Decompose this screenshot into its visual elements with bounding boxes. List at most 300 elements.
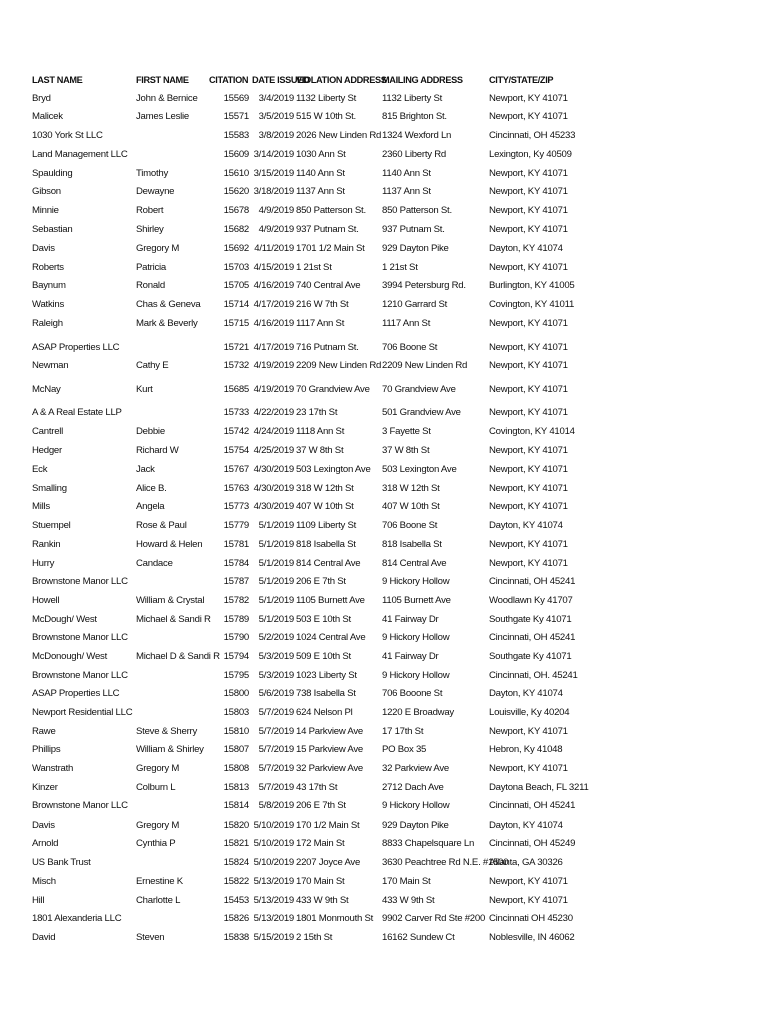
cell-violation-address: 937 Putnam St. (296, 224, 359, 235)
cell-mailing-address: 3 Fayette St (382, 426, 431, 437)
cell-last-name: Minnie (32, 205, 59, 216)
cell-date-issued: 4/30/2019 (253, 464, 294, 475)
cell-date-issued: 4/16/2019 (253, 318, 294, 329)
table-row (0, 128, 770, 144)
cell-mailing-address: 706 Booone St (382, 688, 443, 699)
cell-date-issued: 4/16/2019 (253, 280, 294, 291)
cell-last-name: Kinzer (32, 782, 58, 793)
cell-first-name: Shirley (136, 224, 164, 235)
cell-first-name: Cynthia P (136, 838, 176, 849)
table-row (0, 818, 770, 834)
table-row (0, 462, 770, 478)
cell-date-issued: 4/24/2019 (253, 426, 294, 437)
cell-citation: 15790 (223, 632, 249, 643)
cell-violation-address: 407 W 10th St (296, 501, 354, 512)
cell-city-state-zip: Newport, KY 41071 (489, 224, 568, 235)
cell-mailing-address: 501 Grandview Ave (382, 407, 461, 418)
cell-violation-address: 15 Parkview Ave (296, 744, 363, 755)
cell-mailing-address: 2712 Dach Ave (382, 782, 444, 793)
cell-date-issued: 5/7/2019 (258, 763, 294, 774)
table-row (0, 316, 770, 332)
cell-citation: 15826 (223, 913, 249, 924)
cell-violation-address: 1024 Central Ave (296, 632, 366, 643)
cell-city-state-zip: Dayton, KY 41074 (489, 688, 563, 699)
cell-citation: 15705 (223, 280, 249, 291)
cell-last-name: Mills (32, 501, 50, 512)
cell-first-name: John & Bernice (136, 93, 198, 104)
cell-first-name: Candace (136, 558, 173, 569)
cell-date-issued: 5/3/2019 (258, 670, 294, 681)
cell-date-issued: 5/7/2019 (258, 707, 294, 718)
cell-first-name: Richard W (136, 445, 179, 456)
table-row (0, 481, 770, 497)
cell-date-issued: 5/10/2019 (253, 838, 294, 849)
cell-last-name: A & A Real Estate LLP (32, 407, 122, 418)
cell-violation-address: 1117 Ann St (296, 318, 345, 329)
cell-citation: 15784 (223, 558, 249, 569)
cell-citation: 15682 (223, 224, 249, 235)
table-row (0, 91, 770, 107)
cell-mailing-address: 706 Boone St (382, 342, 438, 353)
cell-last-name: Hedger (32, 445, 62, 456)
cell-date-issued: 3/5/2019 (258, 111, 294, 122)
cell-violation-address: 1137 Ann St (296, 186, 345, 197)
cell-date-issued: 5/15/2019 (253, 932, 294, 943)
table-row (0, 260, 770, 276)
cell-violation-address: 37 W 8th St (296, 445, 344, 456)
cell-violation-address: 1701 1/2 Main St (296, 243, 365, 254)
cell-city-state-zip: Newport, KY 41071 (489, 111, 568, 122)
cell-citation: 15782 (223, 595, 249, 606)
cell-first-name: Gregory M (136, 243, 180, 254)
cell-first-name: Timothy (136, 168, 169, 179)
header-first-name: FIRST NAME (136, 75, 189, 85)
cell-citation: 15824 (223, 857, 249, 868)
cell-city-state-zip: Daytona Beach, FL 3211 (489, 782, 589, 793)
cell-date-issued: 5/6/2019 (258, 688, 294, 699)
cell-date-issued: 5/8/2019 (258, 800, 294, 811)
cell-city-state-zip: Cincinnati, OH 45241 (489, 632, 576, 643)
table-row (0, 556, 770, 572)
cell-last-name: Cantrell (32, 426, 64, 437)
table-row (0, 340, 770, 356)
cell-citation: 15813 (223, 782, 249, 793)
cell-city-state-zip: Woodlawn Ky 41707 (489, 595, 573, 606)
table-row (0, 724, 770, 740)
table-row (0, 499, 770, 515)
cell-violation-address: 216 W 7th St (296, 299, 349, 310)
table-row (0, 893, 770, 909)
cell-city-state-zip: Newport, KY 41071 (489, 501, 568, 512)
cell-violation-address: 716 Putnam St. (296, 342, 359, 353)
cell-city-state-zip: Covington, KY 41014 (489, 426, 575, 437)
cell-violation-address: 738 Isabella St (296, 688, 356, 699)
table-row (0, 930, 770, 946)
cell-last-name: Brownstone Manor LLC (32, 800, 128, 811)
cell-citation: 15814 (223, 800, 249, 811)
cell-date-issued: 5/1/2019 (258, 558, 294, 569)
cell-violation-address: 503 Lexington Ave (296, 464, 371, 475)
cell-mailing-address: 929 Dayton Pike (382, 243, 449, 254)
cell-last-name: Rawe (32, 726, 56, 737)
cell-citation: 15610 (223, 168, 249, 179)
table-row (0, 911, 770, 927)
cell-city-state-zip: Lexington, Ky 40509 (489, 149, 572, 160)
table-row (0, 184, 770, 200)
header-citation: CITATION (209, 75, 249, 85)
cell-violation-address: 624 Nelson Pl (296, 707, 353, 718)
cell-citation: 15800 (223, 688, 249, 699)
cell-violation-address: 1140 Ann St (296, 168, 345, 179)
cell-city-state-zip: Atlanta, GA 30326 (489, 857, 563, 868)
header-row (0, 72, 770, 88)
cell-mailing-address: 503 Lexington Ave (382, 464, 457, 475)
cell-first-name: Ernestine K (136, 876, 183, 887)
cell-last-name: Rankin (32, 539, 61, 550)
table-row (0, 109, 770, 125)
table-row (0, 358, 770, 374)
cell-citation: 15685 (223, 384, 249, 395)
cell-violation-address: 2026 New Linden Rd (296, 130, 382, 141)
cell-first-name: Robert (136, 205, 164, 216)
cell-date-issued: 4/25/2019 (253, 445, 294, 456)
cell-city-state-zip: Newport, KY 41071 (489, 483, 568, 494)
cell-city-state-zip: Dayton, KY 41074 (489, 243, 563, 254)
cell-date-issued: 3/4/2019 (258, 93, 294, 104)
cell-mailing-address: 70 Grandview Ave (382, 384, 456, 395)
cell-city-state-zip: Newport, KY 41071 (489, 726, 568, 737)
cell-city-state-zip: Newport, KY 41071 (489, 342, 568, 353)
cell-violation-address: 170 Main St (296, 876, 345, 887)
cell-mailing-address: 1 21st St (382, 262, 418, 273)
cell-mailing-address: 2209 New Linden Rd (382, 360, 468, 371)
cell-citation: 15609 (223, 149, 249, 160)
cell-violation-address: 1105 Burnett Ave (296, 595, 365, 606)
cell-mailing-address: 1105 Burnett Ave (382, 595, 451, 606)
table-row (0, 798, 770, 814)
header-violation-address: VIOLATION ADDRESS (296, 75, 387, 85)
cell-city-state-zip: Newport, KY 41071 (489, 186, 568, 197)
cell-violation-address: 206 E 7th St (296, 576, 346, 587)
cell-mailing-address: 9902 Carver Rd Ste #200 (382, 913, 486, 924)
cell-date-issued: 3/8/2019 (258, 130, 294, 141)
cell-mailing-address: 1220 E Broadway (382, 707, 454, 718)
cell-date-issued: 5/13/2019 (253, 876, 294, 887)
table-row (0, 166, 770, 182)
cell-date-issued: 3/14/2019 (253, 149, 294, 160)
cell-mailing-address: 3994 Petersburg Rd. (382, 280, 466, 291)
cell-last-name: Davis (32, 243, 55, 254)
cell-mailing-address: 9 Hickory Hollow (382, 800, 450, 811)
cell-first-name: Michael & Sandi R (136, 614, 211, 625)
cell-citation: 15838 (223, 932, 249, 943)
cell-violation-address: 850 Patterson St. (296, 205, 366, 216)
cell-city-state-zip: Newport, KY 41071 (489, 445, 568, 456)
cell-mailing-address: 16162 Sundew Ct (382, 932, 455, 943)
table-row (0, 297, 770, 313)
cell-citation: 15773 (223, 501, 249, 512)
table-row (0, 836, 770, 852)
header-mailing-address: MAILING ADDRESS (382, 75, 463, 85)
header-last-name: LAST NAME (32, 75, 83, 85)
cell-last-name: McDonough/ West (32, 651, 107, 662)
cell-date-issued: 5/1/2019 (258, 520, 294, 531)
cell-violation-address: 515 W 10th St. (296, 111, 356, 122)
cell-violation-address: 172 Main St (296, 838, 345, 849)
cell-last-name: Arnold (32, 838, 59, 849)
table-row (0, 382, 770, 398)
cell-last-name: Wanstrath (32, 763, 74, 774)
table-row (0, 222, 770, 238)
cell-date-issued: 5/13/2019 (253, 895, 294, 906)
cell-citation: 15714 (223, 299, 249, 310)
table-row (0, 649, 770, 665)
cell-first-name: Rose & Paul (136, 520, 187, 531)
cell-mailing-address: 8833 Chapelsquare Ln (382, 838, 475, 849)
cell-city-state-zip: Southgate Ky 41071 (489, 651, 572, 662)
cell-date-issued: 4/17/2019 (253, 342, 294, 353)
cell-mailing-address: 9 Hickory Hollow (382, 576, 450, 587)
cell-city-state-zip: Louisville, Ky 40204 (489, 707, 570, 718)
cell-citation: 15781 (223, 539, 249, 550)
cell-violation-address: 2207 Joyce Ave (296, 857, 361, 868)
cell-city-state-zip: Cincinnati, OH 45241 (489, 576, 576, 587)
cell-citation: 15678 (223, 205, 249, 216)
cell-mailing-address: 818 Isabella St (382, 539, 442, 550)
cell-first-name: Dewayne (136, 186, 175, 197)
cell-last-name: Gibson (32, 186, 61, 197)
cell-citation: 15794 (223, 651, 249, 662)
table-row (0, 874, 770, 890)
cell-city-state-zip: Cincinnati, OH 45241 (489, 800, 576, 811)
cell-citation: 15808 (223, 763, 249, 774)
cell-city-state-zip: Dayton, KY 41074 (489, 820, 563, 831)
cell-citation: 15810 (223, 726, 249, 737)
cell-last-name: Davis (32, 820, 55, 831)
cell-citation: 15721 (223, 342, 249, 353)
table-row (0, 761, 770, 777)
cell-city-state-zip: Hebron, Ky 41048 (489, 744, 563, 755)
cell-violation-address: 509 E 10th St (296, 651, 351, 662)
cell-mailing-address: 9 Hickory Hollow (382, 632, 450, 643)
table-row (0, 742, 770, 758)
cell-violation-address: 1801 Monmouth St (296, 913, 374, 924)
cell-last-name: Raleigh (32, 318, 63, 329)
cell-date-issued: 5/2/2019 (258, 632, 294, 643)
cell-last-name: Watkins (32, 299, 65, 310)
cell-city-state-zip: Newport, KY 41071 (489, 763, 568, 774)
cell-citation: 15820 (223, 820, 249, 831)
cell-citation: 15569 (223, 93, 249, 104)
cell-violation-address: 818 Isabella St (296, 539, 356, 550)
cell-citation: 15571 (223, 111, 249, 122)
cell-last-name: ASAP Properties LLC (32, 688, 120, 699)
cell-last-name: Land Management LLC (32, 149, 128, 160)
table-row (0, 686, 770, 702)
table-row (0, 612, 770, 628)
cell-city-state-zip: Newport, KY 41071 (489, 539, 568, 550)
cell-citation: 15803 (223, 707, 249, 718)
cell-citation: 15692 (223, 243, 249, 254)
cell-mailing-address: 407 W 10th St (382, 501, 440, 512)
cell-first-name: Steve & Sherry (136, 726, 198, 737)
cell-last-name: Baynum (32, 280, 66, 291)
table-row (0, 537, 770, 553)
table-row (0, 278, 770, 294)
table-row (0, 630, 770, 646)
cell-mailing-address: 1132 Liberty St (382, 93, 443, 104)
cell-citation: 15767 (223, 464, 249, 475)
cell-first-name: Gregory M (136, 820, 180, 831)
cell-date-issued: 4/22/2019 (253, 407, 294, 418)
cell-date-issued: 5/1/2019 (258, 595, 294, 606)
cell-first-name: Cathy E (136, 360, 169, 371)
cell-citation: 15779 (223, 520, 249, 531)
cell-date-issued: 4/30/2019 (253, 501, 294, 512)
cell-first-name: Chas & Geneva (136, 299, 201, 310)
cell-date-issued: 5/1/2019 (258, 539, 294, 550)
cell-citation: 15733 (223, 407, 249, 418)
cell-date-issued: 5/1/2019 (258, 614, 294, 625)
cell-citation: 15763 (223, 483, 249, 494)
cell-last-name: Stuempel (32, 520, 71, 531)
cell-citation: 15583 (223, 130, 249, 141)
cell-last-name: Brownstone Manor LLC (32, 632, 128, 643)
cell-violation-address: 170 1/2 Main St (296, 820, 360, 831)
cell-mailing-address: 1117 Ann St (382, 318, 431, 329)
cell-city-state-zip: Newport, KY 41071 (489, 168, 568, 179)
cell-first-name: James Leslie (136, 111, 189, 122)
cell-mailing-address: 1324 Wexford Ln (382, 130, 452, 141)
cell-first-name: Michael D & Sandi R (136, 651, 220, 662)
cell-first-name: Kurt (136, 384, 153, 395)
cell-last-name: ASAP Properties LLC (32, 342, 120, 353)
cell-mailing-address: 2360 Liberty Rd (382, 149, 446, 160)
table-row (0, 518, 770, 534)
cell-date-issued: 5/7/2019 (258, 782, 294, 793)
cell-date-issued: 4/15/2019 (253, 262, 294, 273)
table-row (0, 424, 770, 440)
cell-city-state-zip: Newport, KY 41071 (489, 262, 568, 273)
cell-last-name: 1801 Alexanderia LLC (32, 913, 122, 924)
cell-mailing-address: 3630 Peachtree Rd N.E. #1500 (382, 857, 509, 868)
cell-mailing-address: 32 Parkview Ave (382, 763, 449, 774)
cell-mailing-address: 318 W 12th St (382, 483, 440, 494)
cell-mailing-address: 41 Fairway Dr (382, 651, 439, 662)
cell-citation: 15732 (223, 360, 249, 371)
cell-last-name: McDough/ West (32, 614, 97, 625)
cell-date-issued: 5/7/2019 (258, 726, 294, 737)
cell-last-name: Newport Residential LLC (32, 707, 133, 718)
cell-last-name: Spaulding (32, 168, 73, 179)
cell-city-state-zip: Burlington, KY 41005 (489, 280, 575, 291)
cell-first-name: Alice B. (136, 483, 167, 494)
cell-date-issued: 4/30/2019 (253, 483, 294, 494)
cell-violation-address: 318 W 12th St (296, 483, 354, 494)
cell-citation: 15787 (223, 576, 249, 587)
cell-city-state-zip: Newport, KY 41071 (489, 205, 568, 216)
cell-date-issued: 4/9/2019 (258, 205, 294, 216)
cell-last-name: Howell (32, 595, 60, 606)
cell-last-name: US Bank Trust (32, 857, 91, 868)
cell-last-name: Eck (32, 464, 48, 475)
cell-date-issued: 5/1/2019 (258, 576, 294, 587)
cell-mailing-address: 9 Hickory Hollow (382, 670, 450, 681)
cell-first-name: William & Shirley (136, 744, 204, 755)
cell-mailing-address: 433 W 9th St (382, 895, 435, 906)
cell-violation-address: 1118 Ann St (296, 426, 345, 437)
table-row (0, 443, 770, 459)
cell-mailing-address: PO Box 35 (382, 744, 427, 755)
cell-citation: 15703 (223, 262, 249, 273)
header-city-state-zip: CITY/STATE/ZIP (489, 75, 554, 85)
cell-mailing-address: 814 Central Ave (382, 558, 447, 569)
cell-violation-address: 814 Central Ave (296, 558, 361, 569)
cell-violation-address: 740 Central Ave (296, 280, 361, 291)
cell-date-issued: 4/19/2019 (253, 360, 294, 371)
cell-mailing-address: 1140 Ann St (382, 168, 431, 179)
cell-city-state-zip: Newport, KY 41071 (489, 384, 568, 395)
cell-mailing-address: 850 Patterson St. (382, 205, 452, 216)
cell-mailing-address: 170 Main St (382, 876, 431, 887)
cell-first-name: Colburn L (136, 782, 176, 793)
cell-last-name: Smalling (32, 483, 67, 494)
cell-citation: 15807 (223, 744, 249, 755)
cell-violation-address: 433 W 9th St (296, 895, 349, 906)
cell-first-name: Debbie (136, 426, 165, 437)
cell-mailing-address: 706 Boone St (382, 520, 438, 531)
cell-city-state-zip: Newport, KY 41071 (489, 876, 568, 887)
cell-city-state-zip: Cincinnati, OH. 45241 (489, 670, 578, 681)
cell-mailing-address: 1210 Garrard St (382, 299, 448, 310)
cell-citation: 15742 (223, 426, 249, 437)
cell-mailing-address: 929 Dayton Pike (382, 820, 449, 831)
cell-violation-address: 70 Grandview Ave (296, 384, 370, 395)
cell-first-name: William & Crystal (136, 595, 205, 606)
cell-mailing-address: 41 Fairway Dr (382, 614, 439, 625)
cell-date-issued: 4/11/2019 (254, 243, 294, 254)
cell-violation-address: 1030 Ann St (296, 149, 346, 160)
cell-date-issued: 3/18/2019 (253, 186, 294, 197)
cell-last-name: Phillips (32, 744, 61, 755)
table-row (0, 668, 770, 684)
cell-city-state-zip: Dayton, KY 41074 (489, 520, 563, 531)
cell-last-name: Sebastian (32, 224, 73, 235)
cell-citation: 15789 (223, 614, 249, 625)
cell-city-state-zip: Newport, KY 41071 (489, 895, 568, 906)
cell-citation: 15453 (223, 895, 249, 906)
cell-city-state-zip: Newport, KY 41071 (489, 407, 568, 418)
cell-violation-address: 14 Parkview Ave (296, 726, 363, 737)
cell-date-issued: 5/13/2019 (253, 913, 294, 924)
cell-citation: 15754 (223, 445, 249, 456)
cell-city-state-zip: Newport, KY 41071 (489, 558, 568, 569)
cell-citation: 15822 (223, 876, 249, 887)
cell-violation-address: 1 21st St (296, 262, 332, 273)
cell-city-state-zip: Newport, KY 41071 (489, 360, 568, 371)
cell-city-state-zip: Cincinnati, OH 45233 (489, 130, 576, 141)
cell-date-issued: 5/7/2019 (258, 744, 294, 755)
cell-city-state-zip: Southgate Ky 41071 (489, 614, 572, 625)
cell-last-name: David (32, 932, 56, 943)
table-row (0, 574, 770, 590)
cell-violation-address: 23 17th St (296, 407, 338, 418)
cell-violation-address: 503 E 10th St (296, 614, 351, 625)
cell-last-name: Hurry (32, 558, 55, 569)
header-date-issued: DATE ISSUED (252, 75, 310, 85)
cell-last-name: Newman (32, 360, 69, 371)
cell-citation: 15821 (223, 838, 249, 849)
